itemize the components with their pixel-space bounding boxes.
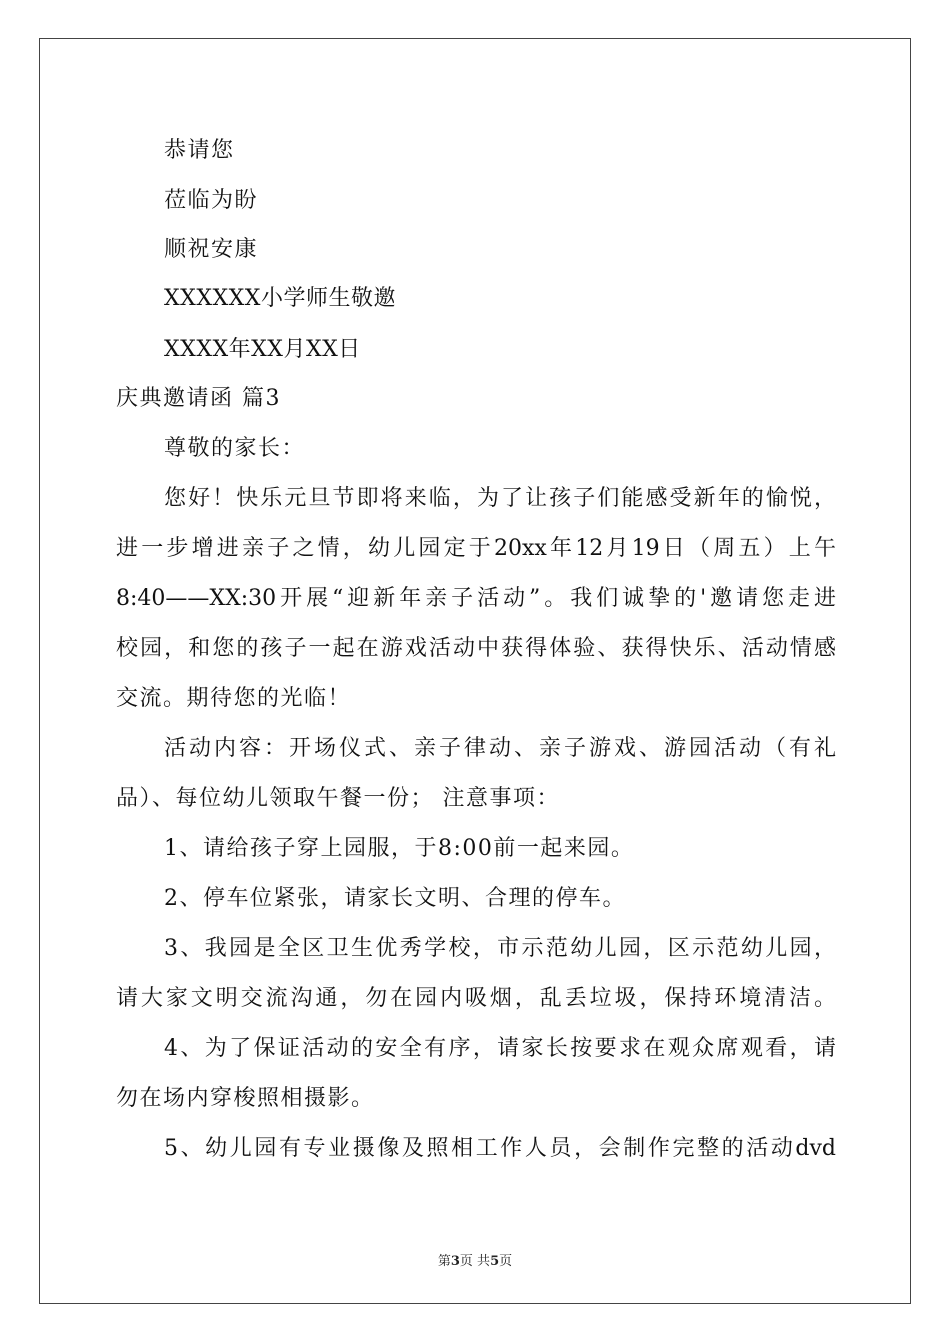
closing-line-2: 莅临为盼: [164, 188, 259, 213]
notice-item-2: 2、停车位紧张，请家长文明、合理的停车。: [164, 886, 626, 911]
paragraph-line: 进一步增进亲子之情，幼儿园定于20xx年12月19日（周五）上午: [116, 536, 836, 561]
closing-line-3: 顺祝安康: [164, 237, 259, 262]
page-frame: [39, 38, 911, 1304]
date-line: XXXX年XX月XX日: [164, 337, 361, 362]
footer-label: 第: [437, 1254, 451, 1269]
paragraph-line: 勿在场内穿梭照相摄影。: [116, 1086, 375, 1111]
paragraph-line: 8:40——XX:30开展“迎新年亲子活动”。我们诚挚的'邀请您走进: [116, 586, 836, 611]
notice-item-1: 1、请给孩子穿上园服，于8:00前一起来园。: [164, 836, 635, 861]
notice-item-5: 5、幼儿园有专业摄像及照相工作人员，会制作完整的活动dvd: [164, 1136, 836, 1161]
salutation: 尊敬的家长：: [164, 436, 306, 461]
notice-item-4: 4、为了保证活动的安全有序，请家长按要求在观众席观看，请: [164, 1036, 836, 1061]
paragraph-line: 请大家文明交流沟通，勿在园内吸烟，乱丢垃圾，保持环境清洁。: [116, 986, 836, 1011]
total-pages-number: 5: [490, 1254, 500, 1269]
current-page-number: 3: [450, 1254, 460, 1269]
paragraph-line: 活动内容：开场仪式、亲子律动、亲子游戏、游园活动（有礼: [164, 736, 836, 761]
paragraph-line: 校园，和您的孩子一起在游戏活动中获得体验、获得快乐、活动情感: [116, 636, 836, 661]
paragraph-line: 品）、每位幼儿领取午餐一份； 注意事项：: [116, 786, 560, 811]
paragraph-line: 您好！快乐元旦节即将来临，为了让孩子们能感受新年的愉悦，: [164, 486, 836, 511]
closing-line-1: 恭请您: [164, 138, 235, 163]
footer-label: 页: [499, 1254, 513, 1269]
paragraph-line: 交流。期待您的光临！: [116, 686, 352, 711]
page-number-footer: [0, 1250, 950, 1269]
footer-label: 页 共: [459, 1254, 491, 1269]
notice-item-3: 3、我园是全区卫生优秀学校，市示范幼儿园，区示范幼儿园，: [164, 936, 836, 961]
signature-line: XXXXXX小学师生敬邀: [164, 286, 396, 311]
section-heading: 庆典邀请函 篇3: [116, 386, 281, 411]
